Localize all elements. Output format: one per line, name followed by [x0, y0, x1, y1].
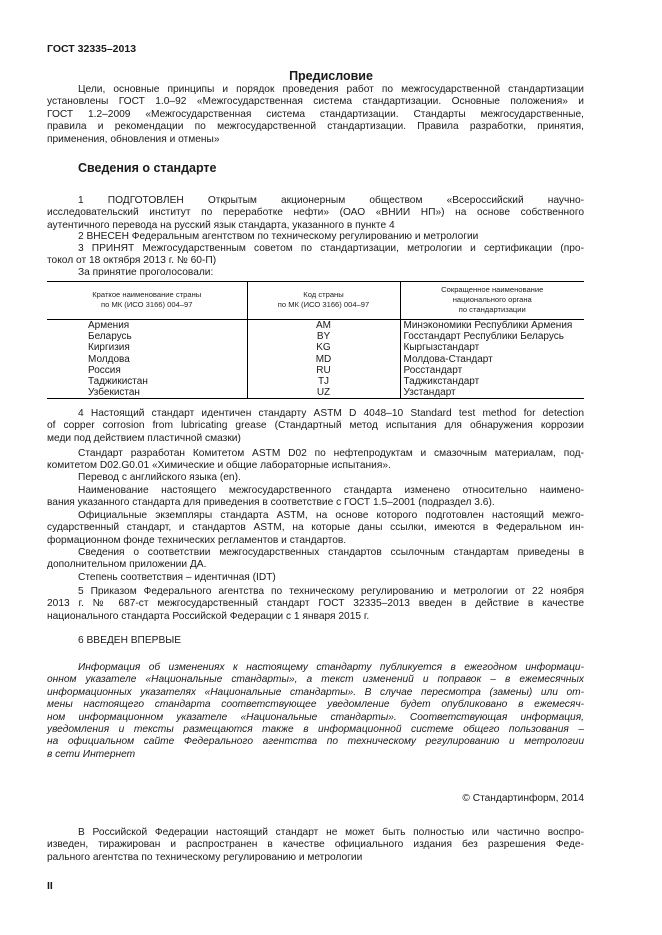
text-line: правила и рекомендации по межгосударственной стандартизации. Правила разработки, принятия, [47, 121, 584, 133]
header-country-code: Код страны по МК (ИСО 3166) 004–97 [247, 282, 400, 320]
text-line: 1 ПОДГОТОВЛЕН Открытым акционерным обществом «Всероссийский научно- [78, 195, 584, 206]
text-line: применения, обновления и отмены» [47, 133, 220, 145]
table-row [47, 354, 584, 365]
text-line: токол от 18 октября 2013 г. № 60-П) [47, 255, 217, 267]
text-line: Стандарт разработан Комитетом ASTM D02 по нефтепродуктам и смазочным материалам, под- [78, 448, 584, 459]
text-line: Перевод с английского языка (en). [78, 472, 241, 483]
text-line: 6 ВВЕДЕН ВПЕРВЫЕ [78, 635, 182, 646]
header-national-body: Сокращенное наименование национального органа по стандартизации [400, 282, 584, 320]
text-line: Цели, основные принципы и порядок проведения работ по межгосударственной стандартизации [78, 84, 584, 95]
org-cell: Молдова-Стандарт [400, 354, 584, 365]
text-line: вания указанного стандарта для приведения в соответствие с ГОСТ 1.5–2001 (подраздел 3.6). [47, 497, 495, 509]
text-line: Официальные экземпляры стандарта ASTM, на основе которого подготовлен настоящий межго- [78, 510, 584, 521]
text-line: формационном фонде технических регламентов и стандартов. [47, 534, 347, 546]
text-line: национального стандарта Российской Федерации с 1 января 2015 г. [47, 610, 370, 622]
text-line: В Российской Федерации настоящий стандарт не может быть полностью или частично воспро- [78, 827, 584, 838]
org-cell: Росстандарт [400, 365, 584, 376]
country-cell: Киргизия [88, 342, 130, 354]
item-4-paragraph [47, 408, 584, 445]
table-header-row [47, 282, 584, 320]
code-cell: KG [247, 342, 400, 353]
code-cell: UZ [247, 387, 400, 399]
foreword-paragraph [47, 84, 584, 146]
text-line: дополнительном приложении ДА. [47, 559, 207, 571]
org-cell: Узстандарт [400, 387, 584, 399]
name-change-paragraph [47, 485, 584, 510]
text-line: информационных указателях «Национальные стандарты». В случае пересмотра (замены) или от- [47, 686, 584, 698]
table-row [47, 320, 584, 332]
text-line: ном информационном указателе «Национальные стандарты». Соответствующая информация, [47, 711, 584, 723]
text-line: меди под действием пластичной смазки) [47, 432, 241, 444]
code-cell: RU [247, 365, 400, 376]
country-cell: Беларусь [88, 331, 132, 343]
document-code: ГОСТ 32335–2013 [47, 43, 137, 55]
text-line: в сети Интернет [47, 748, 136, 760]
text-line: исследовательский институт по переработке нефти» (ОАО «ВНИИ НП») на основе собственного [47, 207, 584, 219]
item-1-paragraph [47, 195, 584, 232]
table-row [47, 365, 584, 376]
code-cell: BY [247, 331, 400, 342]
text-line: of copper corrosion from lubricating grease (Стандартный метод испытания для обнаружения коррозии [47, 420, 584, 432]
org-cell: Минэкономики Республики Армения [400, 320, 584, 332]
header-country-name: Краткое наименование страны по МК (ИСО 3166) 004–97 [47, 282, 247, 320]
appendix-paragraph [47, 547, 584, 572]
text-line: изведен, тиражирован и распространен в качестве официального издания без разрешения Феде- [47, 839, 584, 851]
text-line: 4 Настоящий стандарт идентичен стандарту ASTM D 4048–10 Standard test method for detection [78, 408, 584, 419]
table-row [47, 342, 584, 353]
degree-note [47, 572, 584, 584]
text-line: на официальном сайте Федерального агентства по техническому регулированию и метрологии [47, 736, 584, 748]
voted-label [47, 267, 584, 279]
code-cell: MD [247, 354, 400, 365]
org-cell: Таджикстандарт [400, 376, 584, 387]
text-line: уведомления и тексты размещаются также в информационной системе общего пользования – [47, 724, 584, 736]
item-5-paragraph [47, 586, 584, 623]
code-cell: TJ [247, 376, 400, 387]
item-6-paragraph [47, 635, 584, 647]
item-3-paragraph [47, 243, 584, 268]
foreword-title: Предисловие [289, 69, 373, 83]
text-line: рального агентства по техническому регулированию и метрологии [47, 851, 363, 863]
text-line: Информация об изменениях к настоящему стандарту публикуется в ежегодном информаци- [78, 662, 584, 673]
country-cell: Узбекистан [47, 387, 247, 399]
table-row [47, 387, 584, 399]
changes-notice [47, 662, 584, 761]
text-line: установлены ГОСТ 1.0–92 «Межгосударственная система стандартизации. Основные положения» и [47, 96, 584, 108]
text-line: 5 Приказом Федерального агентства по техническому регулированию и метрологии от 22 ноября [78, 586, 584, 597]
text-line: онном указателе «Национальные стандарты», а текст изменений и поправок – в ежемесячных [47, 674, 584, 686]
text-line: За принятие проголосовали: [78, 267, 214, 278]
org-cell: Кыргызстандарт [400, 342, 584, 353]
committee-paragraph [47, 448, 584, 473]
country-cell: Армения [88, 320, 130, 331]
reproduction-paragraph [47, 827, 584, 864]
country-cell: Молдова [88, 353, 130, 365]
text-line: сударственный стандарт, и стандартов ASTM, на которые даны ссылки, имеются в Федеральном ин- [47, 522, 584, 534]
text-line: 3 ПРИНЯТ Межгосударственным советом по стандартизации, метрологии и сертификации (про- [78, 243, 584, 254]
country-cell: Таджикистан [88, 376, 148, 388]
countries-table [47, 281, 584, 399]
translation-note [47, 472, 584, 484]
item-2-paragraph [47, 231, 584, 243]
copies-paragraph [47, 510, 584, 547]
text-line: аутентичного перевода на русский язык стандарта, указанного в пункте 4 [47, 219, 395, 231]
page-number: II [47, 880, 53, 892]
table-row [47, 331, 584, 342]
table-row [47, 376, 584, 387]
code-cell: AM [247, 320, 400, 332]
text-line: Наименование настоящего межгосударственного стандарта изменено относительно наимено- [78, 485, 584, 496]
text-line: 2013 г. № 687-ст межгосударственный стандарт ГОСТ 32335–2013 введен в действие в качестве [47, 598, 584, 610]
text-line: комитетом D02.G0.01 «Химические и общие лабораторные испытания». [47, 460, 391, 472]
org-cell: Госстандарт Республики Беларусь [400, 331, 584, 342]
text-line: ГОСТ 1.2–2009 «Межгосударственная система стандартизации. Стандарты межгосударственные, [47, 108, 584, 120]
text-line: 2 ВНЕСЕН Федеральным агентством по техническому регулированию и метрологии [78, 231, 479, 242]
text-line: Степень соответствия – идентичная (IDT) [78, 572, 276, 583]
country-cell: Россия [88, 364, 121, 376]
text-line: мены настоящего стандарта соответствующее уведомление будет опубликовано в ежемесяч- [47, 699, 584, 711]
copyright-notice: © Стандартинформ, 2014 [462, 793, 584, 804]
text-line: Сведения о соответствии межгосударственных стандартов ссылочным стандартам приведены в [78, 547, 584, 558]
section-heading: Сведения о стандарте [78, 161, 217, 175]
